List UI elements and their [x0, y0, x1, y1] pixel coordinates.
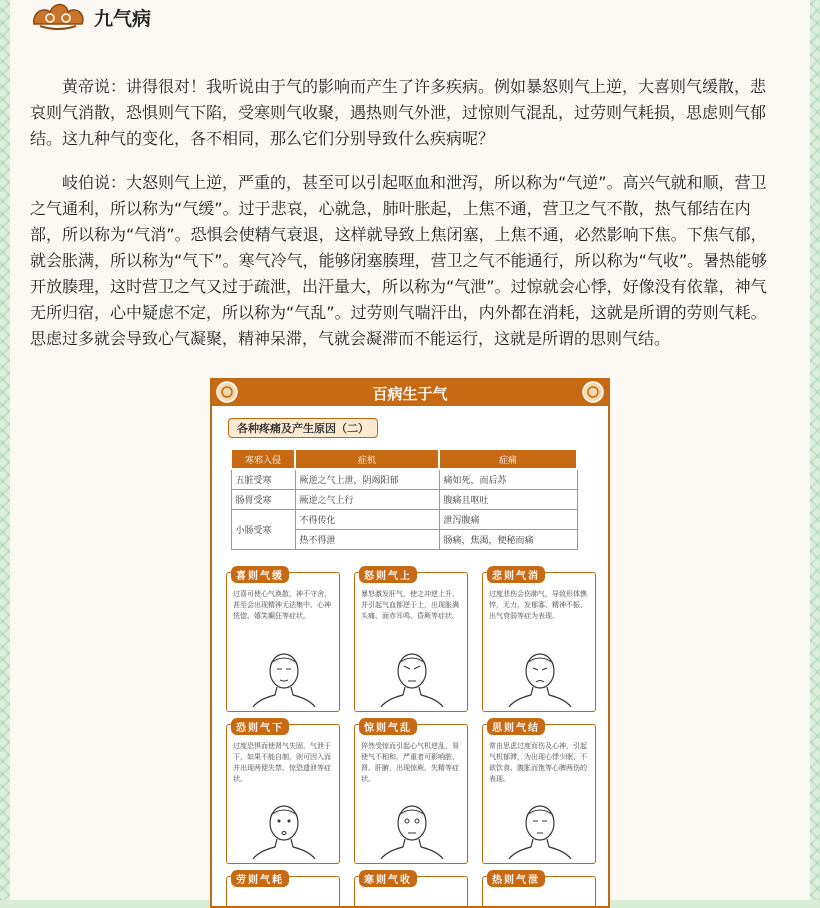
card-text: 过喜可使心气涣散，神不守舍，甚至会出现精神无法集中、心神恍惚、嬉笑癫狂等症状。	[233, 590, 331, 620]
table-header: 寒邪入侵	[231, 449, 295, 469]
figure-title: 百病生于气	[372, 384, 448, 403]
face-illustration-icon	[377, 647, 447, 707]
card-text: 过度悲伤会伤肺气，导致形体憔悴，无力，发郁寡、精神不振、出气衰弱等症为表现。	[489, 590, 587, 620]
card-tag: 寒则气收	[359, 870, 417, 887]
card-tag: 劳则气耗	[231, 870, 289, 887]
illustration-figure	[210, 378, 610, 908]
page-content	[10, 0, 810, 900]
table-cell: 肠痛，焦渴，便秘而痛	[439, 530, 577, 550]
card-tag: 恐则气下	[231, 718, 289, 735]
table-header: 症痛	[439, 449, 577, 469]
card-fear	[226, 724, 340, 864]
card-pensive	[482, 724, 596, 864]
table-cell: 肠胃受寒	[231, 490, 295, 510]
face-illustration-icon	[249, 647, 319, 707]
page-title: 九气病	[94, 7, 152, 30]
card-tag: 思则气结	[487, 718, 545, 735]
table-row	[231, 510, 577, 530]
card-fatigue	[226, 876, 340, 908]
cloud-ornament-icon	[30, 2, 86, 32]
card-fright	[354, 724, 468, 864]
card-cold	[354, 876, 468, 908]
table-row	[231, 469, 577, 490]
card-sorrow	[482, 572, 596, 712]
figure-title-bar	[212, 380, 608, 406]
paragraph-qibo: 岐伯说：大怒则气上逆，严重的，甚至可以引起呕血和泄泻，所以称为“气逆”。高兴气就和顺，营卫之气通利，所以称为“气缓”。过于悲哀，心就急，肺叶胀起，上焦不通，营卫之气不散，热气郁结在内部，所以称为“气消”。恐惧会使精气衰退，这样就导致上焦闭塞，上焦不通，必然影响下焦。下焦气郁，就会胀满，所以称为“气下”。寒气冷气，能够闭塞腠理，营卫之气不能通行，所以称为“气收”。暑热能够开放腠理，这时营卫之气又过于疏泄，出汗量大，所以称为“气泄”。过惊就会心悸，好像没有依靠，神气无所归宿，心中疑虑不定，所以称为“气乱”。过劳则气喘汗出，内外都在消耗，这就是所谓的劳则气耗。思虑过多就会导致心气凝聚，精神呆滞，气就会凝滞而不能运行，这就是所谓的思则气结。	[30, 173, 768, 348]
table-cell: 五脏受寒	[231, 469, 295, 490]
table-cell: 泄泻腹痛	[439, 510, 577, 530]
medallion-icon	[582, 381, 604, 403]
table-cell: 热不得泄	[295, 530, 439, 550]
table-cell: 厥逆之气上行	[295, 490, 439, 510]
table-cell: 厥逆之气上泄，阴竭阳郁	[295, 469, 439, 490]
table-cell: 小肠受寒	[231, 510, 295, 550]
card-tag: 惊则气乱	[359, 718, 417, 735]
paragraph-huangdi: 黄帝说：讲得很对！我听说由于气的影响而产生了许多疾病。例如暴怒则气上逆，大喜则气缓散，悲哀则气消散，恐惧则气下陷，受寒则气收聚，遇热则气外泄，过惊则气混乱，过劳则气耗损，思虑则气郁结。这九种气的变化，各不相同，那么它们分别导致什么疾病呢？	[30, 77, 767, 148]
table-cell: 腹痛且呕吐	[439, 490, 577, 510]
table-header-row	[231, 449, 577, 469]
figure-subtitle: 各种疼痛及产生原因（二）	[228, 418, 378, 438]
cause-table	[230, 448, 578, 550]
card-text: 暴怒激发肝气，使之冲逆上升，并引起气血都逆于上，出现胀满头痛、面赤耳鸣、昏厥等症状。	[361, 590, 459, 620]
card-heat	[482, 876, 596, 908]
medallion-icon	[216, 381, 238, 403]
table-header: 症机	[295, 449, 439, 469]
card-anger	[354, 572, 468, 712]
table-row	[231, 490, 577, 510]
card-tag: 悲则气消	[487, 566, 545, 583]
face-illustration-icon	[505, 647, 575, 707]
card-tag: 喜则气缓	[231, 566, 289, 583]
card-text: 常由思虑过度而伤及心神，引起气机郁滞，为出现心悸少眠、不欲饮食、腹胀而饱等心脾两伤的表现。	[489, 742, 587, 783]
table-cell: 痛如死，而后苏	[439, 469, 577, 490]
face-illustration-icon	[377, 799, 447, 859]
face-illustration-icon	[505, 799, 575, 859]
card-text: 猝然受惊而引起心气机逆乱，易使气不相和，严重者可影响脏、肾、肝腑，出现惊厥、失精等症状。	[361, 742, 459, 783]
card-tag: 怒则气上	[359, 566, 417, 583]
section-header	[30, 0, 151, 34]
card-text: 过度恐惧而使肾气失固，气泄于下，如果不能自制，则可因入而并出现两便失禁、惊恐遗泄等症状。	[233, 742, 331, 783]
card-tag: 热则气泄	[487, 870, 545, 887]
card-joy	[226, 572, 340, 712]
face-illustration-icon	[249, 799, 319, 859]
table-cell: 不得传化	[295, 510, 439, 530]
